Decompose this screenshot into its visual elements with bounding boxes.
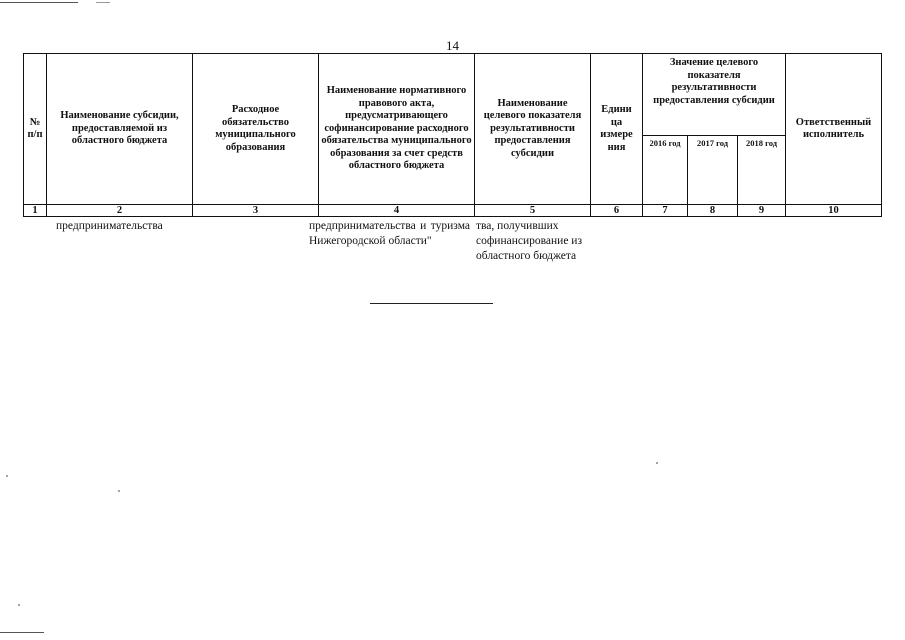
header-expense-obligation: Расходное обязательство муниципального образования [193, 54, 319, 205]
scan-artifact-line [0, 2, 78, 3]
header-legal-act: Наименование нормативного правового акта, предусматривающего софинансирование расходного обязательства муниципального образования за счет средств областного бюджета [319, 54, 475, 205]
header-year-2016: 2016 год [643, 136, 688, 205]
column-number: 2 [47, 205, 193, 217]
header-unit: Едини ца измере ния [591, 54, 643, 205]
header-responsible: Ответственный исполнитель [786, 54, 882, 205]
page-number: 14 [446, 38, 459, 53]
scan-artifact-line [0, 632, 44, 633]
header-year-2017: 2017 год [688, 136, 738, 205]
scan-artifact-line [96, 2, 110, 3]
header-subsidy-name: Наименование субсидии, предоставляемой из областного бюджета [47, 54, 193, 205]
column-number: 4 [319, 205, 475, 217]
scan-speck [118, 490, 120, 492]
continuation-target-indicator: тва, получивших софинансирование из областного бюджета [476, 220, 582, 262]
header-table [23, 53, 882, 217]
column-number-row [24, 205, 882, 217]
scan-speck [656, 462, 658, 464]
continuation-legal-act: предпринимательства и туризма Нижегородской области" [309, 220, 470, 247]
column-number: 3 [193, 205, 319, 217]
column-number: 10 [786, 205, 882, 217]
column-number: 7 [643, 205, 688, 217]
column-number: 6 [591, 205, 643, 217]
header-year-2018: 2018 год [738, 136, 786, 205]
column-number: 5 [475, 205, 591, 217]
header-target-value-group: Значение целевого показателя результативности предоставления субсидии [643, 54, 786, 136]
end-rule [370, 303, 493, 304]
column-number: 1 [24, 205, 47, 217]
scan-speck [18, 604, 20, 606]
header-target-indicator: Наименование целевого показателя результативности предоставления субсидии [475, 54, 591, 205]
scan-speck [6, 475, 8, 477]
column-number: 9 [738, 205, 786, 217]
column-number: 8 [688, 205, 738, 217]
header-number: № п/п [24, 54, 47, 205]
continuation-subsidy-name: предпринимательства [56, 220, 163, 232]
